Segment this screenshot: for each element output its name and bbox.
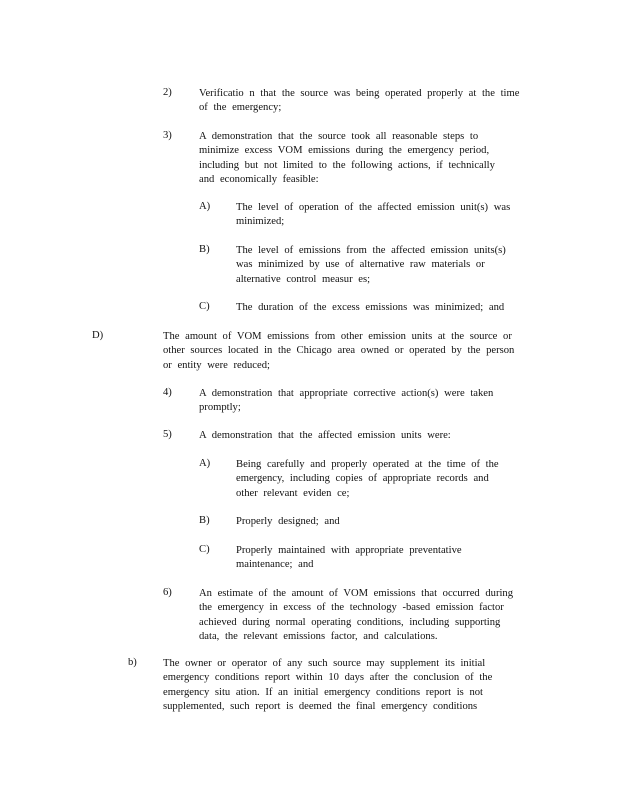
- text-line: Properly maintained with appropriate preventative: [236, 545, 462, 556]
- text-line: including but not limited to the following actions, if technically: [199, 159, 495, 171]
- text-line: data, the relevant emissions factor, and calculations.: [199, 631, 438, 643]
- text-line: Being carefully and properly operated at the time of the: [236, 459, 499, 470]
- item-text: [199, 130, 495, 188]
- item-text: [163, 657, 492, 715]
- item-label: C): [199, 301, 210, 312]
- text-line: emergency, including copies of appropriate records and: [236, 473, 489, 485]
- item-label: B): [199, 244, 210, 255]
- text-line: The level of operation of the affected emission unit(s) was: [236, 202, 511, 213]
- text-line: was minimized by use of alternative raw materials or: [236, 259, 485, 271]
- item-text: [236, 458, 499, 501]
- text-line: A demonstration that appropriate corrective action(s) were taken: [199, 388, 494, 399]
- text-line: The duration of the excess emissions was minimized; and: [236, 302, 505, 313]
- text-line: A demonstration that the source took all reasonable steps to: [199, 131, 479, 142]
- item-text: [199, 429, 451, 443]
- item-label: 2): [163, 87, 172, 98]
- item-label: A): [199, 201, 211, 212]
- text-line: the emergency in excess of the technology -based emission factor: [199, 602, 504, 614]
- item-label: A): [199, 458, 211, 469]
- item-text: [163, 330, 514, 373]
- item-text: [236, 515, 340, 529]
- text-line: Properly designed; and: [236, 516, 340, 527]
- text-line: promptly;: [199, 402, 241, 414]
- text-line: supplemented, such report is deemed the final emergency conditions: [163, 701, 478, 713]
- item-label: 6): [163, 587, 172, 598]
- item-label: B): [199, 515, 210, 526]
- item-label: C): [199, 544, 210, 555]
- text-line: achieved during normal operating conditions, including supporting: [199, 616, 501, 628]
- text-line: minimize excess VOM emissions during the emergency period,: [199, 145, 490, 157]
- item-text: [236, 244, 506, 287]
- item-text: [236, 544, 462, 573]
- text-line: other relevant eviden ce;: [236, 487, 350, 499]
- text-line: alternative control measur es;: [236, 273, 371, 285]
- text-line: The amount of VOM emissions from other emission units at the source or: [163, 331, 512, 342]
- text-line: The owner or operator of any such source may supplement its initial: [163, 658, 486, 669]
- text-line: and economically feasible:: [199, 174, 319, 186]
- text-line: other sources located in the Chicago area owned or operated by the person: [163, 345, 515, 357]
- text-line: emergency situ ation. If an initial emergency conditions report is not: [163, 686, 483, 698]
- text-line: maintenance; and: [236, 559, 314, 571]
- text-line: An estimate of the amount of VOM emissions that occurred during: [199, 588, 514, 599]
- text-line: A demonstration that the affected emission units were:: [199, 430, 451, 441]
- item-label: D): [92, 330, 104, 341]
- text-line: of the emergency;: [199, 102, 282, 114]
- item-label: 5): [163, 429, 172, 440]
- text-line: Verificatio n that the source was being operated properly at the time: [199, 88, 520, 99]
- item-label: b): [128, 657, 137, 668]
- item-text: [236, 201, 510, 230]
- item-text: [236, 301, 504, 315]
- text-line: The level of emissions from the affected emission units(s): [236, 245, 506, 256]
- item-text: [199, 587, 513, 645]
- item-text: [199, 87, 519, 116]
- item-label: 4): [163, 387, 172, 398]
- text-line: or entity were reduced;: [163, 359, 270, 371]
- item-label: 3): [163, 130, 172, 141]
- item-text: [199, 387, 493, 416]
- text-line: minimized;: [236, 216, 285, 228]
- text-line: emergency conditions report within 10 days after the conclusion of the: [163, 672, 493, 684]
